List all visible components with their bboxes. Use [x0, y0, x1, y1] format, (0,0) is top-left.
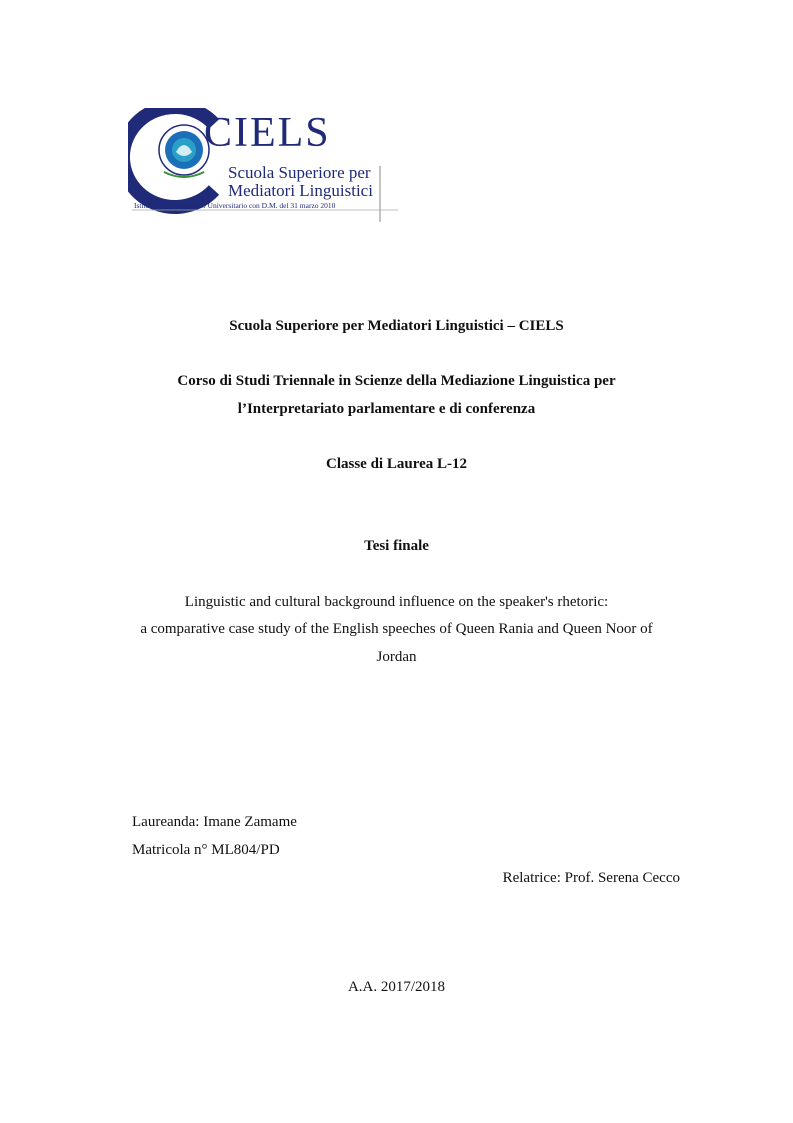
thesis-title-line-2: a comparative case study of the English speeches of Queen Rania and Queen Noor of [140, 621, 653, 637]
degree-class: Classe di Laurea L-12 [326, 456, 467, 472]
ciels-logo-graphic [128, 108, 400, 226]
logo-tagline: Istituto ad Ordinamento Universitario con D.M. del 31 marzo 2010 [134, 201, 336, 210]
matricola: Matricola n° ML804/PD [132, 842, 280, 858]
thesis-title-line-1: Linguistic and cultural background influence on the speaker's rhetoric: [184, 594, 609, 610]
logo-line1: Scuola Superiore per [228, 163, 371, 182]
thesis-title-line-3: Jordan [376, 649, 417, 665]
school-name: Scuola Superiore per Mediatori Linguistici – CIELS [229, 318, 564, 334]
student-name: Laureanda: Imane Zamame [132, 814, 297, 830]
svg-text:CIELS [204, 110, 331, 156]
ciels-logo [128, 108, 400, 226]
logo-line2: Mediatori Linguistici [228, 181, 373, 200]
academic-year: A.A. 2017/2018 [347, 979, 446, 995]
supervisor: Relatrice: Prof. Serena Cecco [502, 870, 680, 886]
course-line-1: Corso di Studi Triennale in Scienze della Mediazione Linguistica per [177, 373, 616, 389]
logo-wordmark: CIELS [204, 110, 331, 156]
course-line-2: l’Interpretariato parlamentare e di conferenza [237, 401, 536, 417]
thesis-label: Tesi finale [364, 538, 429, 554]
